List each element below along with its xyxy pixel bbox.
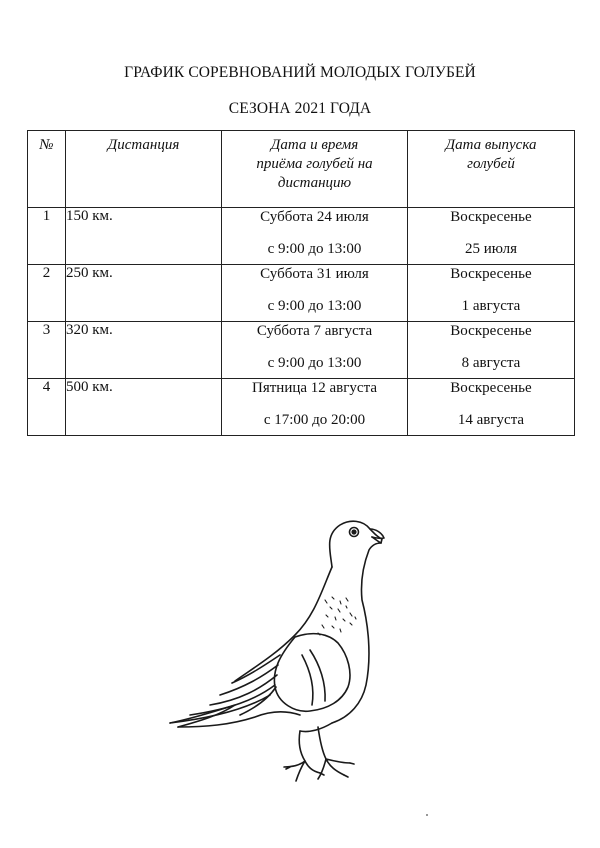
row-release: [408, 322, 575, 379]
row-number: 3: [28, 322, 66, 379]
intake-time: с 9:00 до 13:00: [267, 298, 362, 314]
row-release: [408, 208, 575, 265]
intake-day: Суббота 7 августа: [256, 323, 373, 339]
release-day: Воскресенье: [450, 323, 532, 339]
row-release: [408, 379, 575, 436]
row-number: 2: [28, 265, 66, 322]
release-day: Воскресенье: [450, 380, 532, 396]
header-intake-text: Дата и время приёма голубей на дистанцию: [256, 137, 373, 191]
document-subtitle: СЕЗОНА 2021 ГОДА: [228, 100, 372, 117]
header-distance: Дистанция: [66, 131, 222, 208]
intake-time: с 17:00 до 20:00: [263, 412, 366, 428]
row-intake: [222, 322, 408, 379]
table-row: [28, 379, 575, 436]
row-number: 1: [28, 208, 66, 265]
row-intake: [222, 208, 408, 265]
header-intake: [222, 131, 408, 208]
row-distance: 250 км.: [66, 265, 222, 322]
intake-day: Суббота 31 июля: [260, 266, 369, 282]
row-number: 4: [28, 379, 66, 436]
header-release: [408, 131, 575, 208]
row-distance: 320 км.: [66, 322, 222, 379]
intake-time: с 9:00 до 13:00: [267, 355, 362, 371]
release-date: 1 августа: [461, 298, 521, 314]
header-release-text: Дата выпуска голубей: [445, 137, 537, 172]
table-row: [28, 265, 575, 322]
release-day: Воскресенье: [450, 209, 532, 225]
competition-schedule-table: [27, 130, 575, 436]
document-title: ГРАФИК СОРЕВНОВАНИЙ МОЛОДЫХ ГОЛУБЕЙ: [124, 64, 476, 81]
release-date: 25 июля: [465, 241, 517, 257]
row-distance: 500 км.: [66, 379, 222, 436]
table-header-row: [28, 131, 575, 208]
table-row: [28, 208, 575, 265]
release-date: 8 августа: [461, 355, 521, 371]
header-number: №: [28, 131, 66, 208]
page-speck: [426, 814, 428, 816]
table-row: [28, 322, 575, 379]
row-intake: [222, 265, 408, 322]
row-distance: 150 км.: [66, 208, 222, 265]
release-day: Воскресенье: [450, 266, 532, 282]
intake-day: Пятница 12 августа: [252, 380, 377, 396]
row-release: [408, 265, 575, 322]
intake-day: Суббота 24 июля: [260, 209, 369, 225]
release-date: 14 августа: [457, 412, 525, 428]
pigeon-illustration-icon: [150, 505, 450, 795]
row-intake: [222, 379, 408, 436]
intake-time: с 9:00 до 13:00: [267, 241, 362, 257]
